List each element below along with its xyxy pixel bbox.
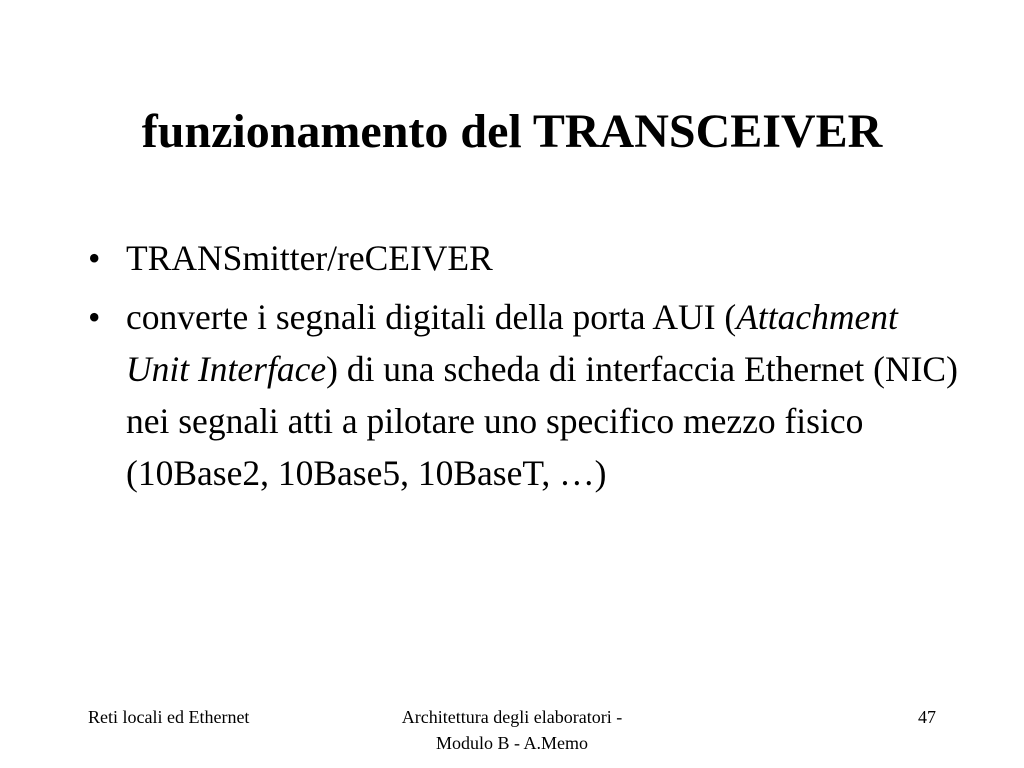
- bullet-item-1: [88, 232, 968, 284]
- bullet-text-italic: Attachment Unit Interface: [126, 297, 898, 389]
- bullet-item-2: [88, 291, 968, 499]
- bullet-list: [88, 232, 968, 506]
- footer-center-line2: Modulo B - A.Memo: [435, 733, 588, 753]
- footer-center-line1: Architettura degli elaboratori -: [401, 707, 623, 727]
- bullet-text-before: converte i segnali digitali della porta AUI (: [126, 297, 737, 337]
- bullet-dot-icon: •: [88, 297, 101, 337]
- page-number: 47: [918, 707, 936, 727]
- bullet-text-after: ) di una scheda di interfaccia Ethernet (NIC) nei segnali atti a pilotare uno specifico mezzo fisico (10Base2, 10Base5, 10BaseT, …): [126, 349, 958, 493]
- bullet-text: TRANSmitter/reCEIVER: [126, 238, 493, 278]
- bullet-dot-icon: •: [88, 238, 101, 278]
- footer-center: [352, 704, 672, 756]
- footer-left: Reti locali ed Ethernet: [88, 707, 250, 727]
- slide-title: funzionamento del TRANSCEIVER: [141, 105, 883, 158]
